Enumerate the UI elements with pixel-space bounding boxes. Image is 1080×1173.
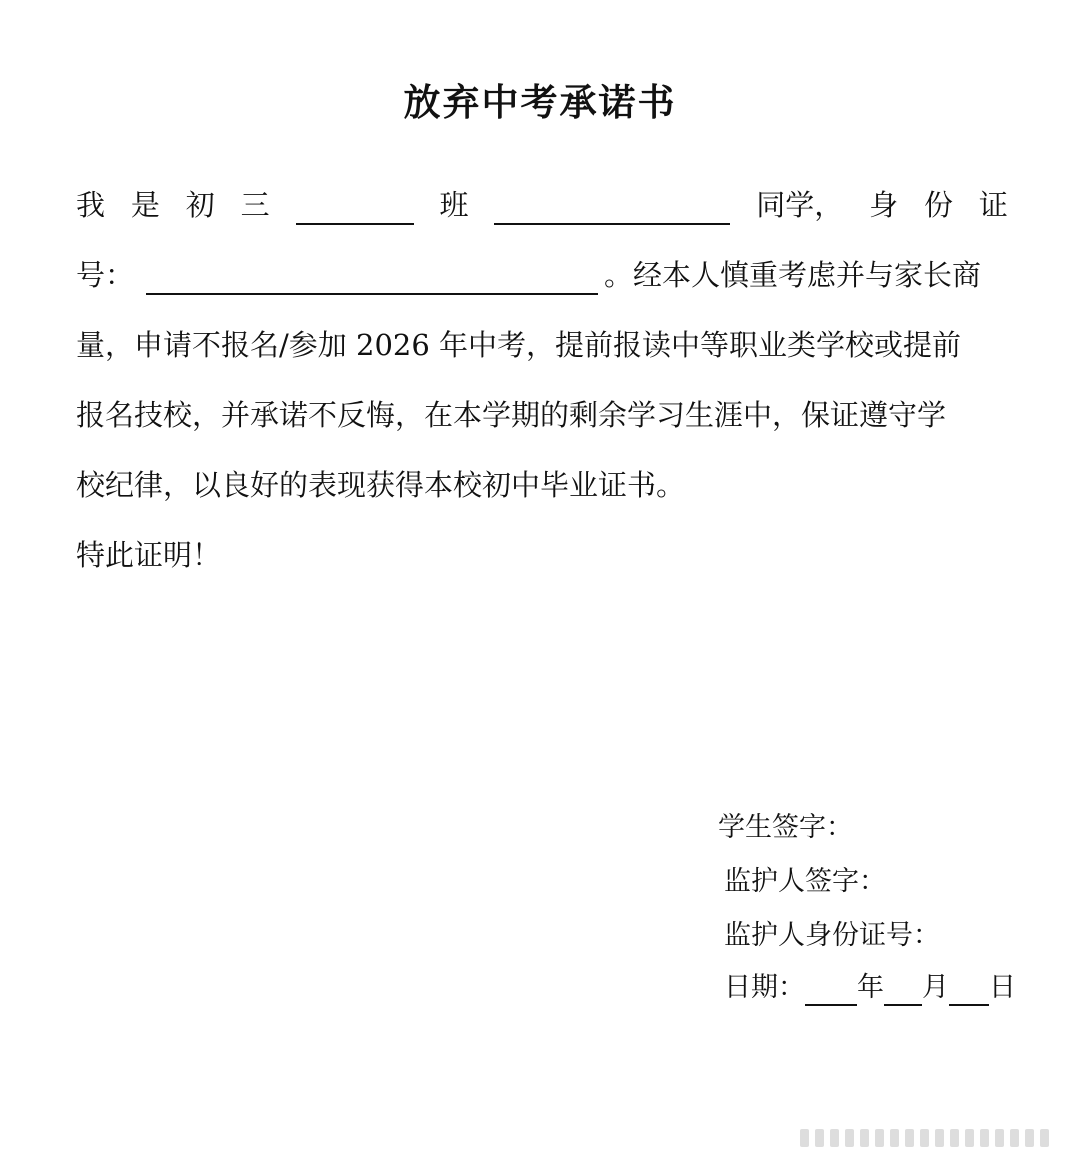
paragraph-line-5: 校纪律，以良好的表现获得本校初中毕业证书。 xyxy=(76,468,686,502)
watermark-mark xyxy=(980,1129,989,1147)
student-signature-label: 学生签字： xyxy=(718,812,853,843)
watermark-mark xyxy=(860,1129,869,1147)
date-row xyxy=(724,970,1016,1006)
paragraph-line-3: 量，申请不报名/参加 2026 年中考，提前报读中等职业类学校或提前 xyxy=(76,328,962,362)
paragraph-line-2 xyxy=(76,255,1008,295)
watermark-mark xyxy=(905,1129,914,1147)
watermark-mark xyxy=(1040,1129,1049,1147)
word: 证 xyxy=(978,188,1008,222)
word: 我 xyxy=(76,188,106,222)
watermark-strip xyxy=(800,1128,1062,1148)
class-suffix: 班 xyxy=(439,188,469,222)
watermark-mark xyxy=(965,1129,974,1147)
watermark-mark xyxy=(1010,1129,1019,1147)
watermark-mark xyxy=(935,1129,944,1147)
class-blank[interactable] xyxy=(296,193,414,225)
month-label: 月 xyxy=(922,972,949,1003)
watermark-mark xyxy=(800,1129,809,1147)
paragraph-line-1 xyxy=(76,185,1008,225)
word: 是 xyxy=(130,188,160,222)
word: 初 xyxy=(185,188,215,222)
year-label: 年 xyxy=(857,972,884,1003)
line-2-suffix: 。经本人慎重考虑并与家长商 xyxy=(604,258,982,292)
day-blank[interactable] xyxy=(949,974,989,1006)
watermark-mark xyxy=(845,1129,854,1147)
watermark-mark xyxy=(890,1129,899,1147)
word: 身 xyxy=(869,188,899,222)
id-prefix: 号： xyxy=(76,258,135,292)
watermark-mark xyxy=(920,1129,929,1147)
watermark-mark xyxy=(995,1129,1004,1147)
document-title: 放弃中考承诺书 xyxy=(403,80,677,124)
day-label: 日 xyxy=(989,972,1016,1003)
id-number-blank[interactable] xyxy=(146,263,598,295)
paragraph-line-4: 报名技校，并承诺不反悔，在本学期的剩余学习生涯中，保证遵守学 xyxy=(76,398,947,432)
watermark-mark xyxy=(875,1129,884,1147)
date-label: 日期： xyxy=(724,972,805,1003)
watermark-mark xyxy=(815,1129,824,1147)
watermark-mark xyxy=(830,1129,839,1147)
watermark-mark xyxy=(950,1129,959,1147)
closing-statement: 特此证明！ xyxy=(76,538,222,572)
guardian-id-label: 监护人身份证号： xyxy=(724,920,940,951)
word: 三 xyxy=(240,188,270,222)
watermark-mark xyxy=(1025,1129,1034,1147)
student-name-blank[interactable] xyxy=(494,193,730,225)
year-blank[interactable] xyxy=(805,974,857,1006)
guardian-signature-label: 监护人签字： xyxy=(724,866,886,897)
month-blank[interactable] xyxy=(884,974,922,1006)
word: 份 xyxy=(923,188,953,222)
name-suffix: 同学， xyxy=(756,188,844,222)
